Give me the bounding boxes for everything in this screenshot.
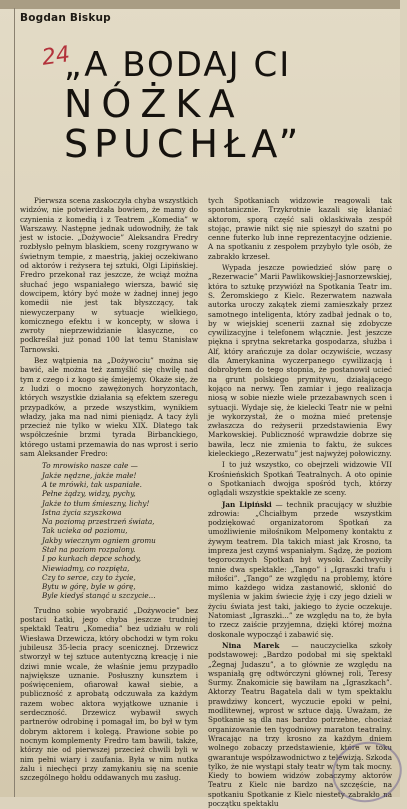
poem-line: Na poziomą przestrzeń świata, <box>42 517 155 527</box>
poem-line: A te mrówki, tak uspaniałe. <box>42 479 142 489</box>
poem-line: To mrowisko nasze całe — <box>42 461 138 471</box>
poem-line: Niewiadmy, co rozpięta, <box>42 563 130 573</box>
poem-line: Czy to serce, czy to życie, <box>42 572 136 582</box>
paragraph: Bez wątpienia na „Dożywociu” można się bawić, ale można też zamyślić się chwilę nad tym z czego i z kogo się śmiejemy. Okaże się, że z ludzi o mocno zawężonych horyzontach, których wszystkie działania są efektem szeregu przypadków, a przede wszystkim, wynikiem władzy, jaka ma nad nimi pieniądz. A tacy żyli przecież nie tylko w wieku XIX. Dlatego tak współcześnie brzmi tyrada Birbanckiego, którego ustami przemawia do nas wprost i serio sam Aleksander Fredro: <box>20 356 198 459</box>
headline-line-3: SPUCHŁA” <box>64 122 305 167</box>
clipping-edge-line <box>14 8 15 797</box>
author-byline: Bogdan Biskup <box>20 12 111 24</box>
paragraph <box>208 500 392 639</box>
poem-line: I po kurkach depce schody, <box>42 554 142 564</box>
handwritten-number: 24 <box>40 42 72 71</box>
poem-quote <box>20 461 198 600</box>
interviewee-name: Jan Lipiński <box>222 499 272 509</box>
poem-line: Stał na poziom rozpalony. <box>42 544 136 554</box>
headline-line-1: „A BODAJ CI <box>64 45 292 85</box>
article-column-right <box>208 196 393 808</box>
interview-text: — technik pracujący w służbie zdrowia: „Chciałbym przede wszystkim podziękować organizatorom Spotkań za umożliwienie miłośnikom Melpomeny kontaktu z żywym teatrem. Dla takich miast jak Krosno, ta impreza jest czymś wspaniałym. Sądzę, że poziom tegorocznych Spotkań był wysoki. Zachwyciły mnie dwa spektakle: „Tango” i „Igraszki trafu i miłości”. „Tango” ze względu na problemy, które mimo każdego widza zastanowić, skłonić do myślenia w jakim świecie żyję i czy jego dzieli w życiu świata jest taki, jakiego to życie oczekuje. Natomiast „Igraszki...” ze względu na to, że była to rzecz zaiście przyjemna, dzięki której można doskonale wypocząć i zabawić się. <box>208 499 392 639</box>
poem-line: Jakże to tłum śmieszny, lichy! <box>42 498 150 508</box>
article-column-left <box>20 196 198 797</box>
clipping-top-strip <box>0 0 400 9</box>
headline <box>64 45 384 167</box>
poem-line: Pełne żądzy, widzy, pychy, <box>42 489 136 499</box>
poem-line: Jakby wiecznym ogniem gromu <box>42 535 156 545</box>
poem-line: Jakże nędzne, jakże małe! <box>42 470 137 480</box>
headline-line-2: NÓŻKA <box>64 81 244 126</box>
paragraph: Wypada jeszcze powiedzieć słów parę o „Rezerwacie” Marii Pawlikowskiej-Jasnorzewskiej, która to sztukę przywiózł na Spotkania Teatr im. S. Żeromskiego z Kielc. Rezerwatem nazwała autorka uroczy zakątek ziemi zamieszkały przez samotnego inteligenta, który zadbał jednak o to, by w wiejskiej scenerii zaznał się zdobycze cywilizacyjne i telefonem włącznie. Jest jeszcze piękna i sprytna sekretarka gospodarza, służba i Alf, który arańczuje za dolar oczywiście, wczasy dla Amerykanina wyczerpanego cywilizacją i dobrobytem do tego stopnia, że postanowił ucieć na grunt polskiego prymitywu, działającego kojąco na nerwy. Ten zamiar i jego realizacja niosą w sobie niezłe wiele przezabawnych scen i sytuacji. Wydaje się, że kielecki Teatr nie w pełni je wykorzystał, że o można mieć pretensje zwłaszcza do reżyserii przedstawienia Ewy Markowskiej. Publiczność wprawdzie dobrze się bawiła, lecz nie zmienia to faktu, że sukces kieleckiego „Rezerwatu” jest najwyżej połowiczny. <box>208 263 392 459</box>
poem-line: Byle kiedyś stanąć u szczycie... <box>42 591 156 601</box>
paragraph: Trudno sobie wyobrazić „Dożywocie” bez postaci Łatki, jego chyba jeszcze trudniej spektakl Teatru „Komedia” bez udziału w roli Wiesława Drzewicza, który obchodzi w tym roku jubileusz 35-lecia pracy scenicznej. Drzewicz stworzył w tej sztuce autentyczną kreację i nie dziwi mnie wcale, że właśnie jemu przypadło największe uznanie. Posłuszny kunsztem i poświęceniem, ofiarował kawał siebie, a publiczność z aprobatą odczuwała za każdym razem wobec aktora wyjątkowe uznanie i serdeczność. Drzewicz wybawił swych partnerów odrobinę i pomagał im, bo był w tym dobrym aktorem i kolegą. Prawione sobie po nocnym komplementy Fredro tam bawili, także, którzy nie od pierwszej przecież chwili byli w nim pełni wiary i zaufania. Była w nim nutka żalu i niechęci przy zamykaniu się na scenie szczególnego hołdu oddawanych mu zasług. <box>20 605 198 783</box>
poem-line: Bytu w górę, byle w górę, <box>42 582 136 592</box>
paragraph: tych Spotkaniach widzowie reagowali tak spontanicznie. Trzykrotnie kazali się kłaniać aktorom, sporą część sali oklaskiwała zespół stojąc, prawie nikt się nie spieszył do szatni po cenne futerko lub inne reprezentacyjne odzienie. A na spotkaniu z zespołem przybyło tyle osób, że zabrakło krzeseł. <box>208 196 392 261</box>
interviewee-name: Nina Marek <box>222 640 280 650</box>
poem-line: Tak ucieka od poziomu, <box>42 526 128 536</box>
paragraph: Pierwsza scena zaskoczyła chyba wszystkich widzów, nie potwierdzała bowiem, że mamy do czynienia z komedią i z Teatrem „Komedia” w Warszawy. Następne jednak udowodniły, że tak jest w istocie. „Dożywocie” Aleksandra Fredry rozbłysło pełnym blaskiem, sceny rozgrywano w świetnym tempie, z maestrią, jakiej oczekiwano od aktorów i reżysera tej sztuki, Olgi Lipińskiej. Fredro przekonał raz jeszcze, że wciąż można słuchać jego wspaniałego wiersza, bawić się dowcipem, który być może w żadnej innej jego komedii nie jest tak błyszczący, tak niewyczerpany w sytuacje wielkiego, komicznego efektu i w koncepty, w słowa i zwroty nieprzewidzianie klasyczne, co podkreślał już ponad 100 lat temu Stanisław Tarnowski. <box>20 196 198 354</box>
poem-line: Istna życia szyszkowa <box>42 507 122 517</box>
interview-text: — nauczycielka szkoły podstawowej: „Bardzo podobał mi się spektakl „Żegnaj Judaszu”, a to głównie ze względu na wspaniałą grę odtwórczyni głównej roli, Teresy Surmy. Znakomicie się bawiłam na „Igraszkach”. Aktorzy Teatru Bagatela dali w tym spektaklu prawdziwy koncert, wyczucie epoki w pełni, modlitewnej, wprost w sztuce dają. Uważam, że Spotkanie są dla nas bardzo potrzebne, chociaż organizowanie ten tygodniowy maraton teatralny. Wracając na trzy krosno za każdym dniem wolnego zobaczy przedstawienie, które w toku gwarantuje współzawodnictwo z telewizją. Szkoda tylko, że nie wystąpi stały teatr w tym tak mocny. Kiedy to bowiem widzów zobaczymy aktorów Teatru z Kielc nie bardzo na szczęście, na spotkaniu Spotkanie z Kielc niestety zabrakło na początku spektaklu <box>208 640 393 808</box>
paragraph: I to już wszystko, co obejrzeli widzowie VII Krośnieńskich Spotkań Teatralnych. A oto opinie o Spotkaniach dwojga spośród tych, którzy oglądali wszystkie spektakle ze sceny. <box>208 460 392 498</box>
